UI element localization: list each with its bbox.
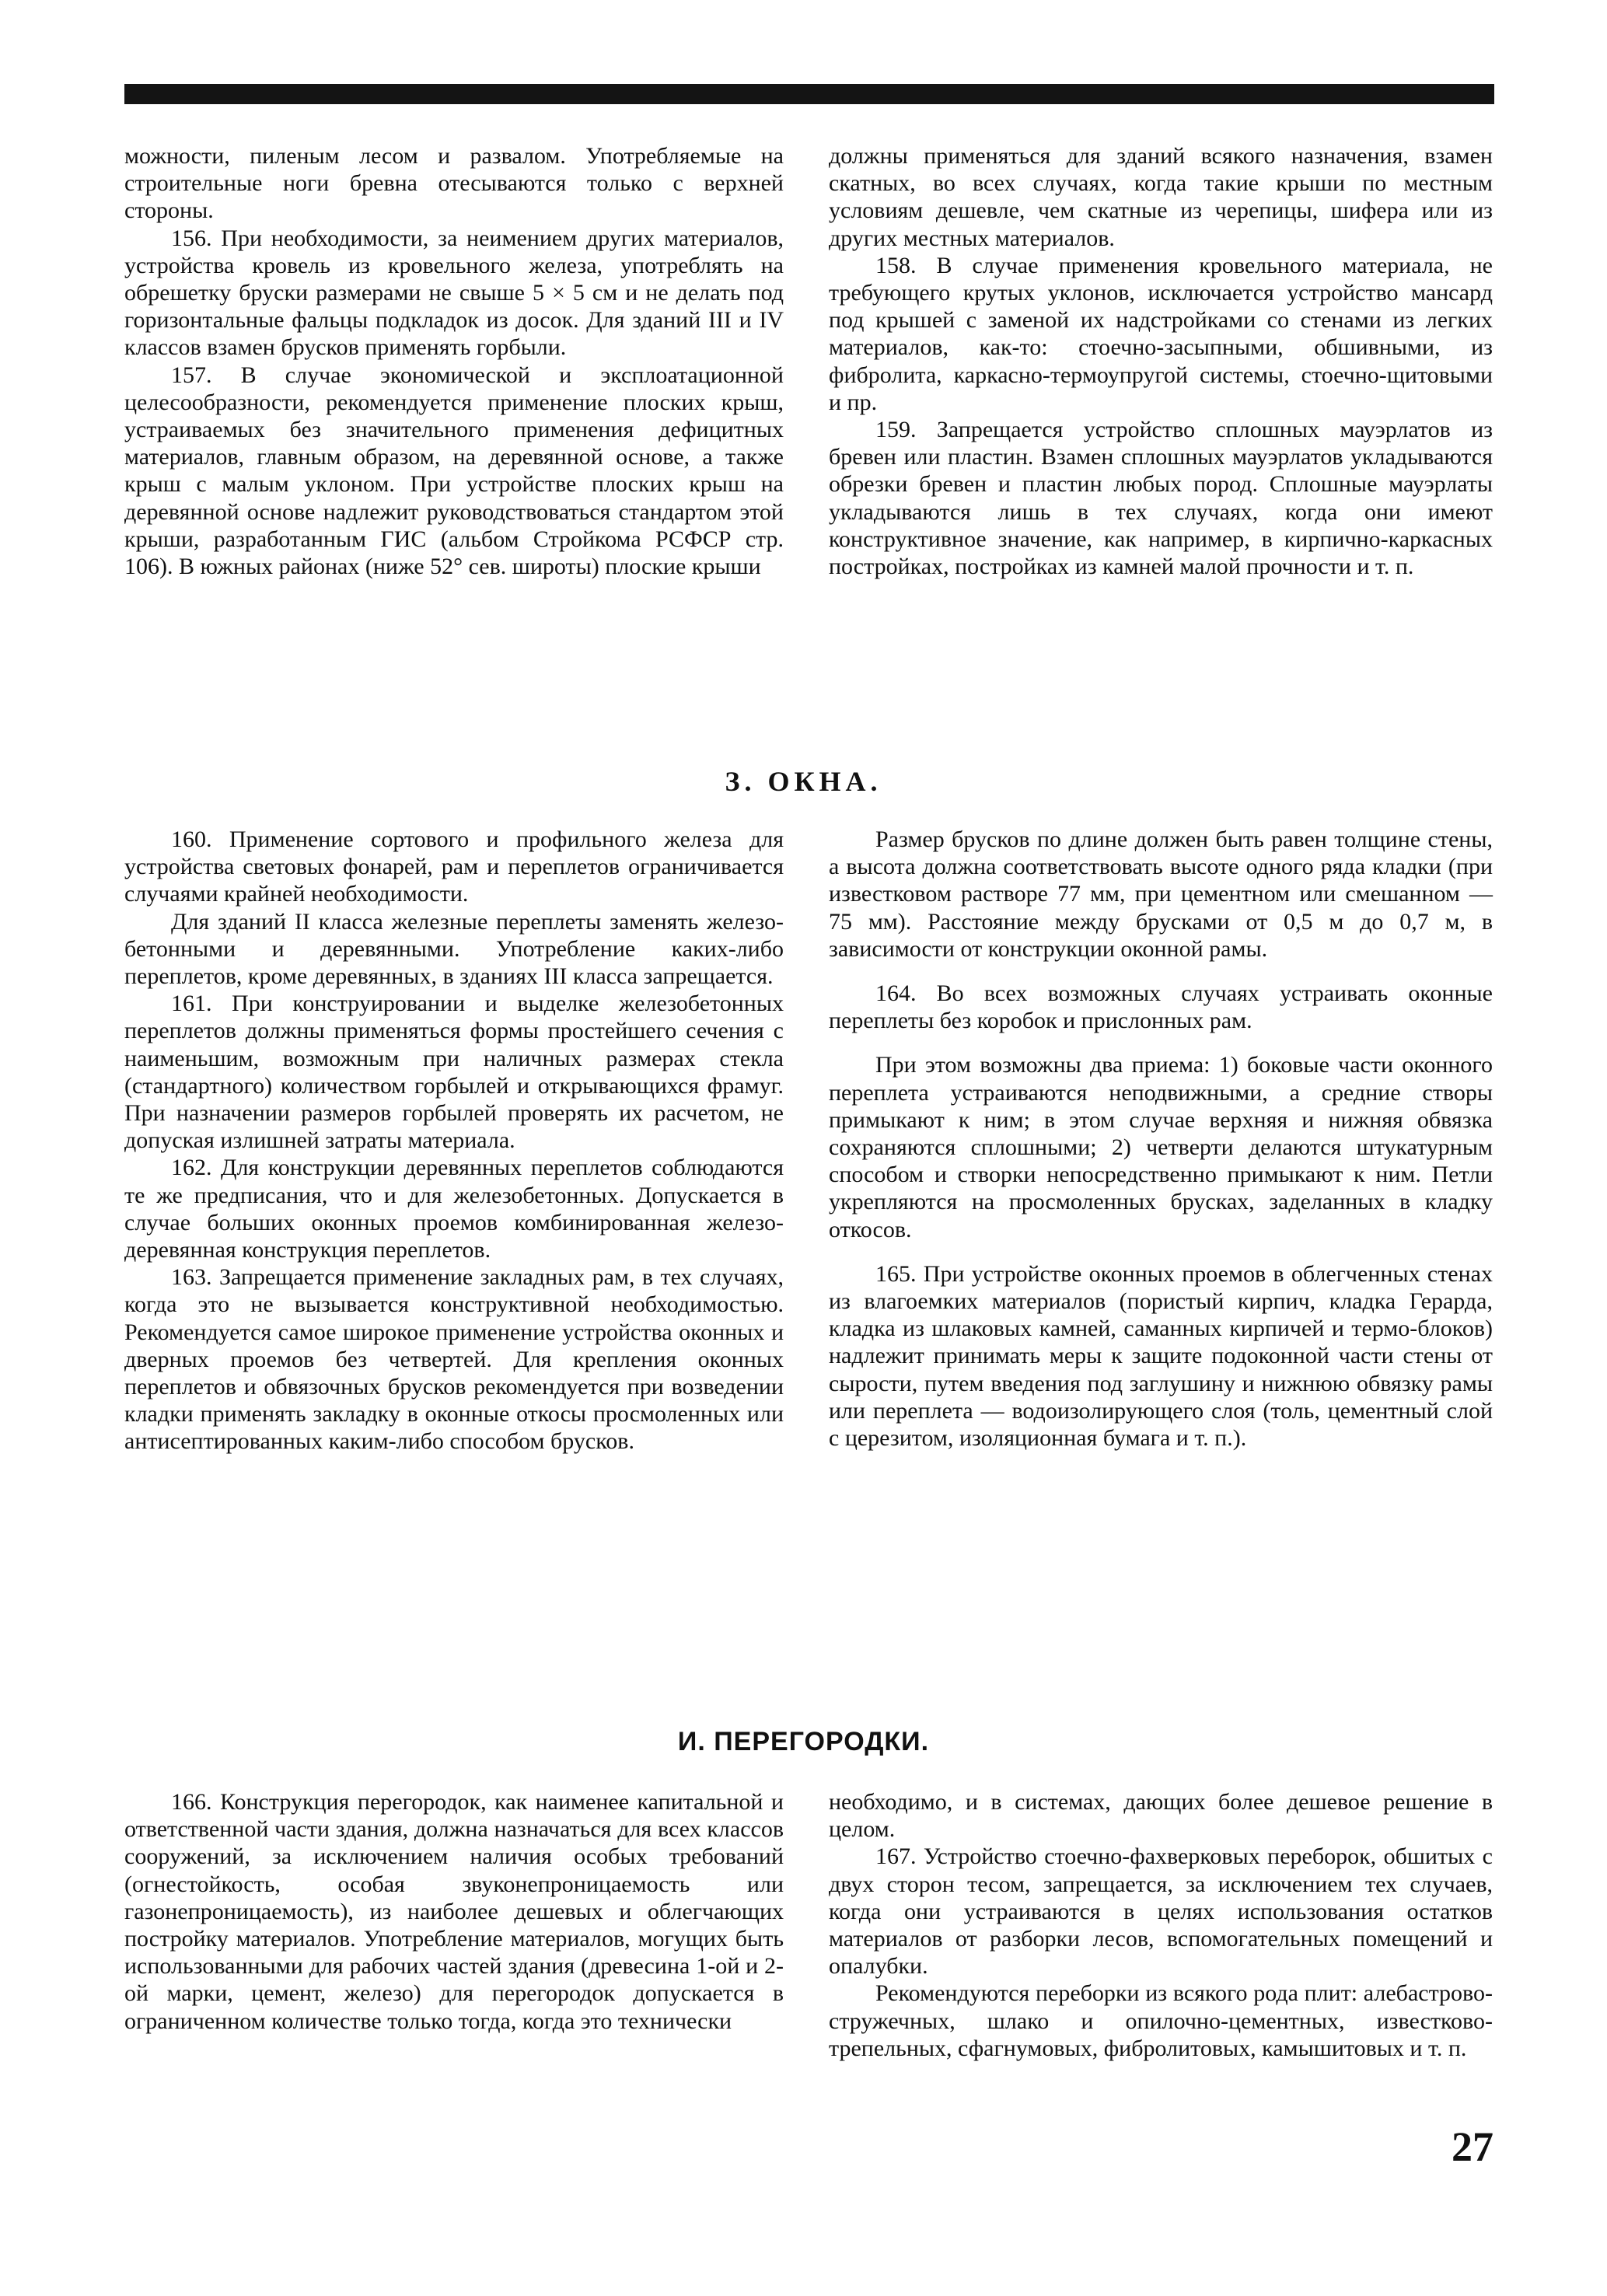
section3-right-column (829, 1788, 1493, 2062)
paragraph-167: 167. Устройство стоечно-фахверковых переборок, обшитых с двух сторон тесом, запрещается, за исключением тех случаев, когда они устраиваются в целях использования остатков материалов от разборки лесов, вспомогательных помещений и опалубки. (829, 1843, 1493, 1980)
paragraph: необходимо, и в системах, дающих более дешевое решение в целом. (829, 1789, 1493, 1843)
paragraph: должны применяться для зданий всякого назначения, взамен скатных, во всех случаях, когда такие крыши по местным условиям дешевле, чем скатные из черепицы, шифера или из других местных материалов. (829, 143, 1493, 251)
paragraph: Для зданий II класса железные переплеты заменять железо-бетонными и деревянными. Употребление каких-либо переплетов, кроме деревянных, в зданиях III класса запрещается. (124, 908, 784, 990)
paragraph-165: 165. При устройстве оконных проемов в облегченных стенах из влагоемких материалов (пористый кирпич, кладка Герарда, кладка из шлаковых камней, саманных кирпичей и термо-блоков) надлежит принимать меры к защите подоконной части стены от сырости, путем введения под заглушину и нижнюю обвязку рамы или переплета — водоизолирующего слоя (толь, цементный слой с церезитом, изоляционная бумага и т. п.). (829, 1260, 1493, 1452)
paragraph: Рекомендуются переборки из всякого рода плит: алебастрово-стружечных, шлако и опилочно-цементных, известково-трепельных, сфагнумовых, фибролитовых, камышитовых и т. п. (829, 1980, 1493, 2061)
paragraph-166: 166. Конструкция перегородок, как наименее капитальной и ответственной части здания, должна назначаться для всех классов сооружений, за исключением наличия особых требований (огнестойкость, особая звуконепроницаемость или газонепроницаемость), из наиболее дешевых и облегчающих постройку материалов. Употребление материалов, могущих быть использованными для рабочих частей здания (древесина 1-ой и 2-ой марки, цемент, железо) для перегородок допускается в ограниченном количестве только тогда, когда это технически (124, 1789, 784, 2034)
paragraph-156: 156. При необходимости, за неимением других материалов, устройства кровель из кровельного железа, употреблять на обрешетку бруски размерами не свыше 5 × 5 см и не делать под горизонтальные фальцы подкладок из досок. Для зданий III и IV классов взамен брусков применять горбыли. (124, 225, 784, 361)
section1-right-column (829, 142, 1493, 580)
top-rule (124, 84, 1494, 104)
paragraph: При этом возможны два приема: 1) боковые части оконного переплета устраиваются неподвижными, а средние створы примыкают к ним; в этом случае верхняя и нижняя обвязка сохраняются сплошными; 2) четверти делаются штукатурным способом и створки непосредственно примыкают к ним. Петли укрепляются на просмоленных брусках, заделанных в кладку откосов. (829, 1052, 1493, 1242)
section1-left-column (124, 142, 784, 580)
section-heading-partitions: И. ПЕРЕГОРОДКИ. (677, 1727, 930, 1756)
paragraph-159: 159. Запрещается устройство сплошных мауэрлатов из бревен или пластин. Взамен сплошных мауэрлатов укладываются обрезки бревен и пластин любых пород. Сплошные мауэрлаты укладываются лишь в тех случаях, когда они имеют конструктивное значение, как например, в кирпично-каркасных постройках, постройках из камней малой прочности и т. п. (829, 417, 1493, 580)
paragraph-160: 160. Применение сортового и профильного железа для устройства световых фонарей, рам и переплетов ограничивается случаями крайней необходимости. (124, 826, 784, 907)
section-heading-windows: З. ОКНА. (725, 766, 882, 797)
section3-left-column (124, 1788, 784, 2035)
section2-right-column (829, 826, 1493, 1452)
section2-left-column (124, 826, 784, 1456)
paragraph-157: 157. В случае экономической и эксплоатационной целесообразности, рекомендуется применение плоских крыш, устраиваемых без значительного применения дефицитных материалов, главным образом, на деревянной основе, а также крыш с малым уклоном. При устройстве плоских крыш на деревянной основе надлежит руководствоваться стандартом этой крыши, разработанным ГИС (альбом Стройкома РСФСР стр. 106). В южных районах (ниже 52° сев. широты) плоские крыши (124, 362, 784, 580)
paragraph: можности, пиленым лесом и развалом. Употребляемые на строительные ноги бревна отесываются только с верхней стороны. (124, 143, 784, 224)
paragraph: Размер брусков по длине должен быть равен толщине стены, а высота должна соответствовать высоте одного ряда кладки (при известковом растворе 77 мм, при цементном или смешанном — 75 мм). Расстояние между брусками от 0,5 м до 0,7 м, в зависимости от конструкции оконной рамы. (829, 826, 1493, 962)
paragraph-162: 162. Для конструкции деревянных переплетов соблюдаются те же предписания, что и для железобетонных. Допускается в случае больших оконных проемов комбинированная железо-деревянная конструкция переплетов. (124, 1155, 784, 1263)
paragraph-161: 161. При конструировании и выделке железобетонных переплетов должны применяться формы простейшего сечения с наименьшим, возможным при наличных размерах стекла (стандартного) количеством горбылей и открывающихся фрамуг. При назначении размеров горбылей проверять их расчетом, не допуская излишней затраты материала. (124, 991, 784, 1154)
paragraph-158: 158. В случае применения кровельного материала, не требующего крутых уклонов, исключается устройство мансард под крышей с заменой их надстройками со стенами из легких материалов, как-то: стоечно-засыпными, обшивными, из фибролита, каркасно-термоупругой системы, стоечно-щитовыми и пр. (829, 252, 1493, 415)
paragraph-163: 163. Запрещается применение закладных рам, в тех случаях, когда это не вызывается конструктивной необходимостью. Рекомендуется самое широкое применение устройства оконных и дверных проемов без четвертей. Для крепления оконных переплетов и обвязочных брусков рекомендуется при возведении кладки применять закладку в оконные откосы просмоленных или антисептированных каким-либо способом брусков. (124, 1264, 784, 1455)
page-number: 27 (1452, 2123, 1493, 2170)
paragraph-164: 164. Во всех возможных случаях устраивать оконные переплеты без коробок и прислонных рам. (829, 980, 1493, 1034)
